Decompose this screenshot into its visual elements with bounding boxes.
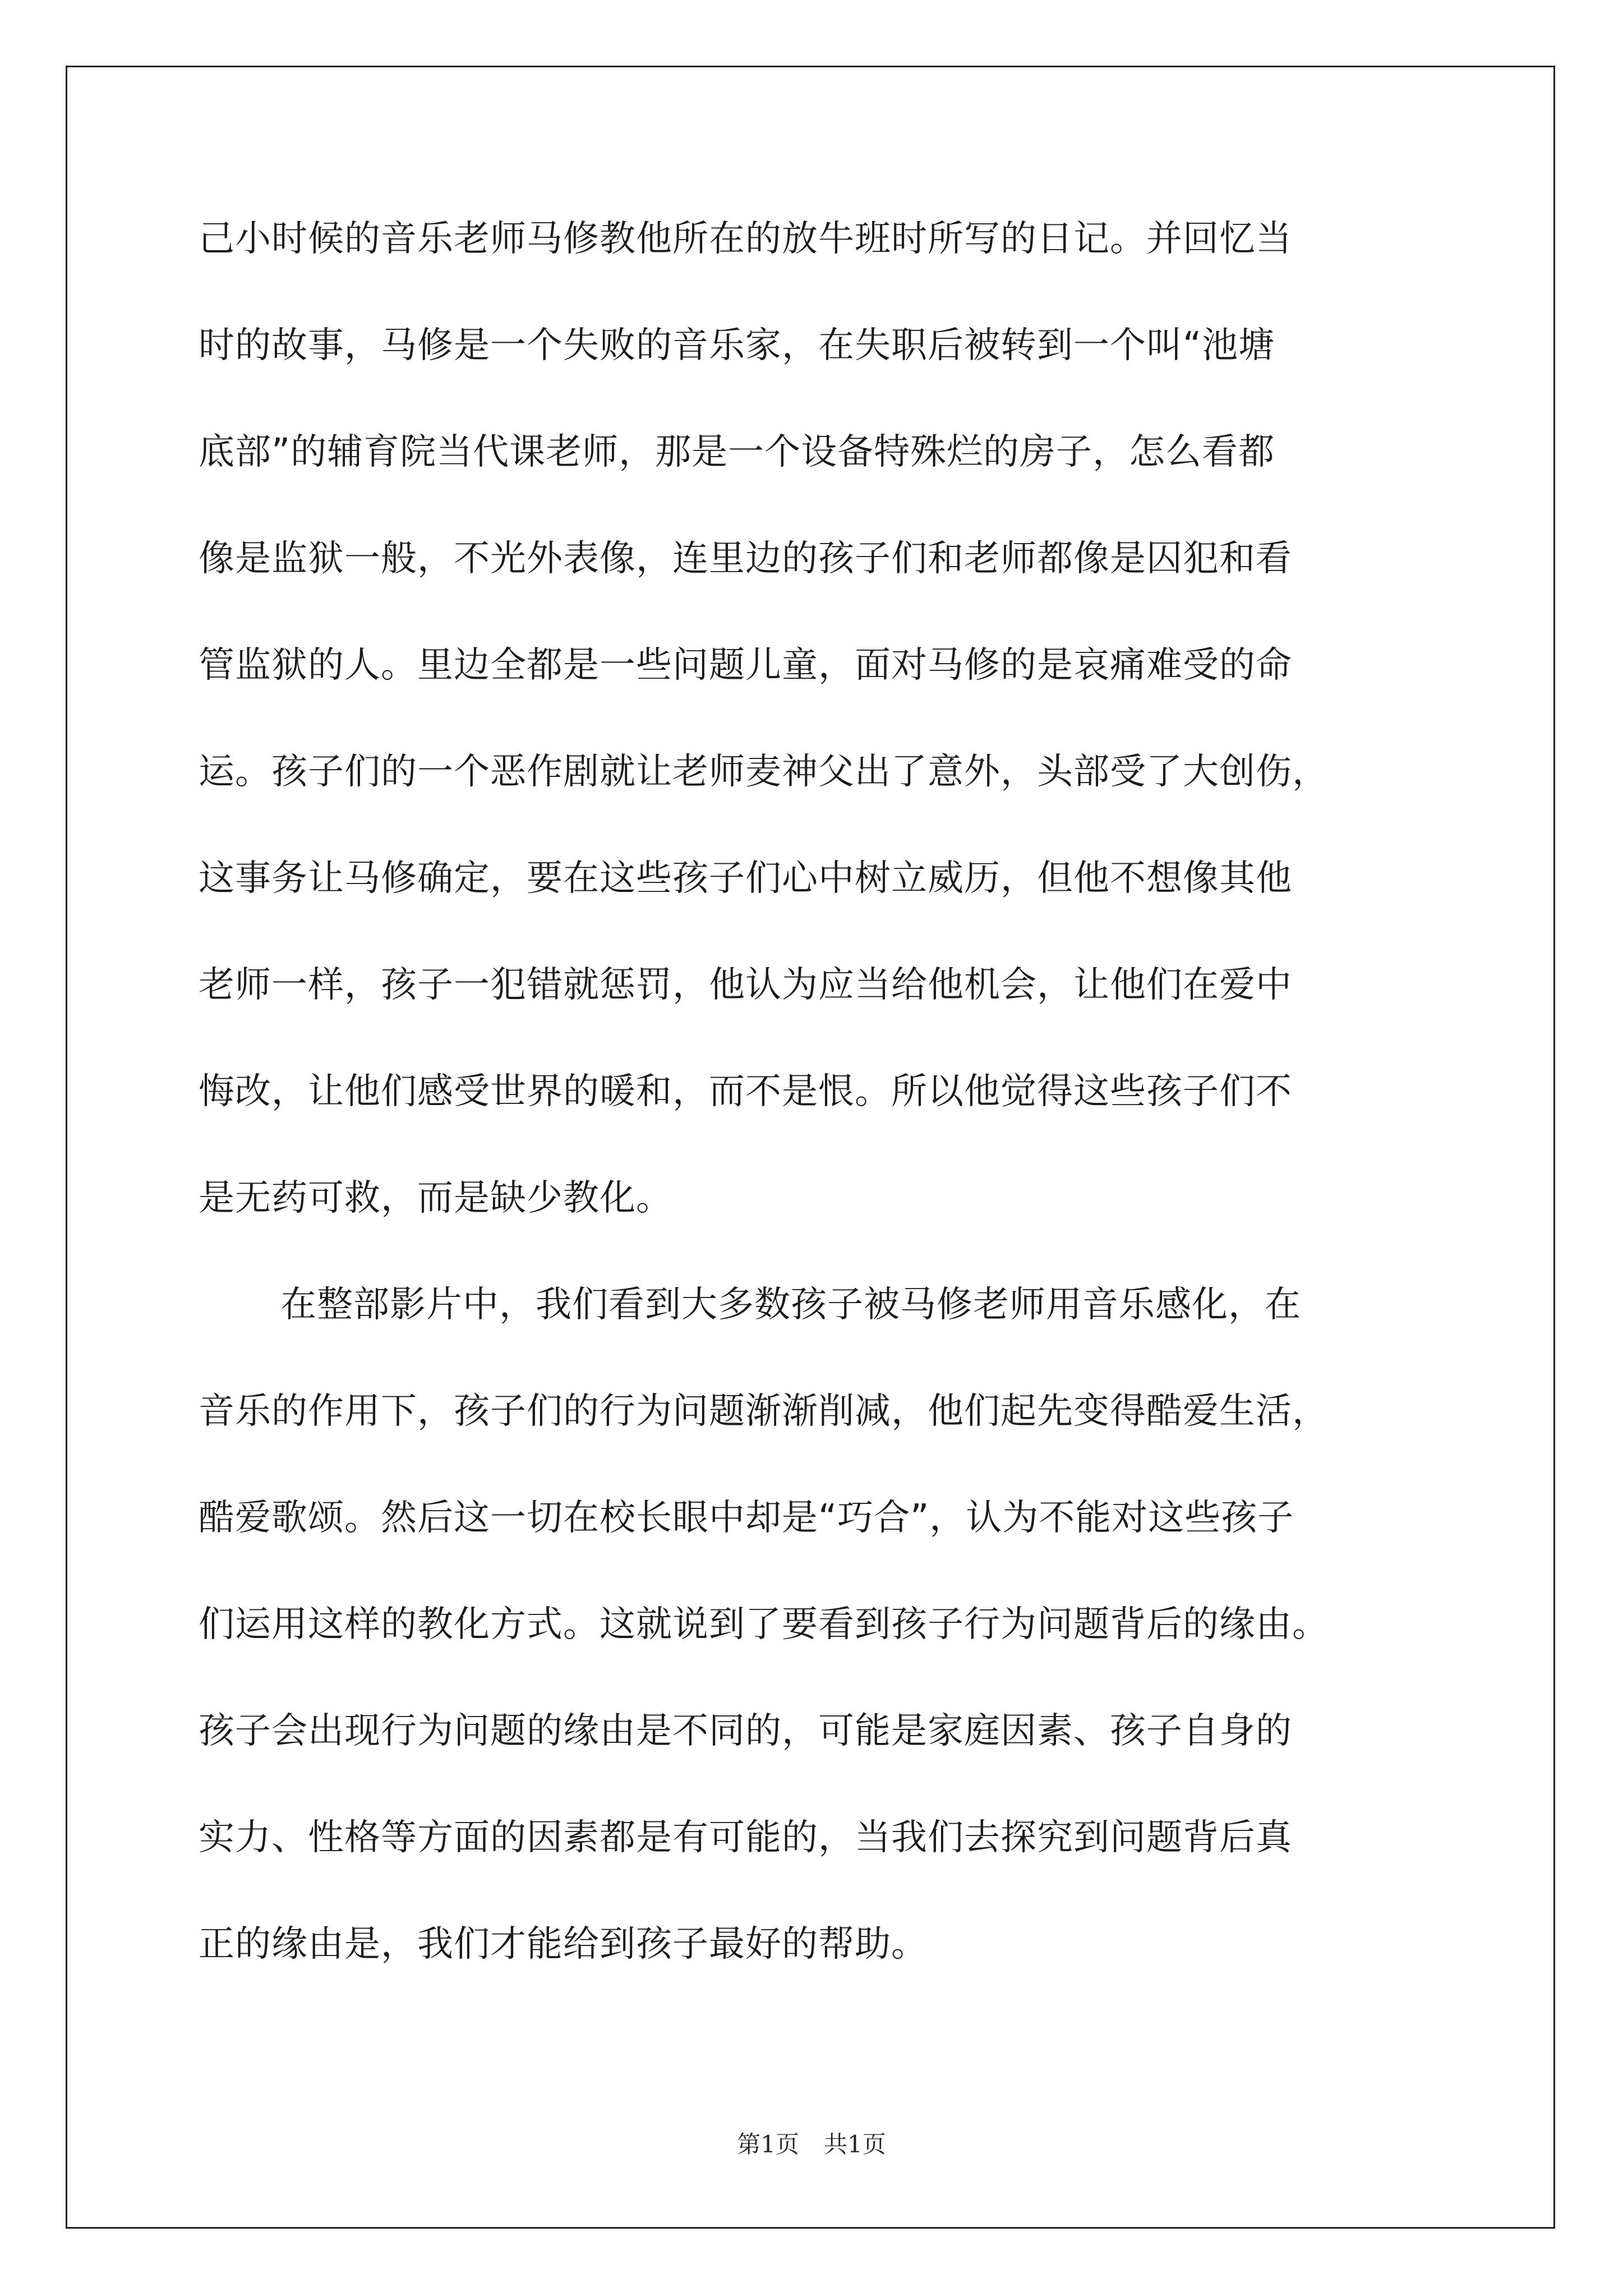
text-line: 管监狱的人。里边全都是一些问题儿童，面对马修的是哀痛难受的命 xyxy=(199,645,1292,686)
text-line: 正的缘由是，我们才能给到孩子最好的帮助。 xyxy=(199,1924,928,1965)
paragraph xyxy=(199,219,1427,1285)
text-line: 实力、性格等方面的因素都是有可能的，当我们去探究到问题背后真 xyxy=(199,1817,1292,1858)
page-number: 第1页 xyxy=(737,2131,799,2158)
text-line: 老师一样，孩子一犯错就惩罚，他认为应当给他机会，让他们在爱中 xyxy=(199,964,1292,1006)
text-line: 时的故事，马修是一个失败的音乐家，在失职后被转到一个叫“池塘 xyxy=(199,325,1275,366)
text-line: 底部”的辅育院当代课老师，那是一个设备特殊烂的房子，怎么看都 xyxy=(199,431,1275,473)
text-line: 这事务让马修确定，要在这些孩子们心中树立威历，但他不想像其他 xyxy=(199,858,1292,899)
document-body xyxy=(199,219,1427,2031)
text-line: 们运用这样的教化方式。这就说到了要看到孩子行为问题背后的缘由。 xyxy=(199,1604,1329,1645)
page-footer xyxy=(0,2126,1623,2160)
text-line: 悔改，让他们感受世界的暖和，而不是恨。所以他觉得这些孩子们不 xyxy=(199,1071,1292,1112)
text-line: 孩子会出现行为问题的缘由是不同的，可能是家庭因素、孩子自身的 xyxy=(199,1710,1292,1752)
text-line: 音乐的作用下，孩子们的行为问题渐渐削减，他们起先变得酷爱生活， xyxy=(199,1391,1329,1432)
text-line: 酷爱歌颂。然后这一切在校长眼中却是“巧合”，认为不能对这些孩子 xyxy=(199,1497,1294,1539)
paragraph xyxy=(199,1285,1427,2031)
text-line: 像是监狱一般，不光外表像，连里边的孩子们和老师都像是囚犯和看 xyxy=(199,538,1292,579)
text-line: 己小时候的音乐老师马修教他所在的放牛班时所写的日记。并回忆当 xyxy=(199,218,1292,260)
page-total: 共1页 xyxy=(824,2131,886,2158)
text-line: 运。孩子们的一个恶作剧就让老师麦神父出了意外，头部受了大创伤， xyxy=(199,751,1329,793)
text-line: 在整部影片中，我们看到大多数孩子被马修老师用音乐感化，在 xyxy=(280,1284,1301,1326)
text-line: 是无药可救，而是缺少教化。 xyxy=(199,1177,672,1219)
